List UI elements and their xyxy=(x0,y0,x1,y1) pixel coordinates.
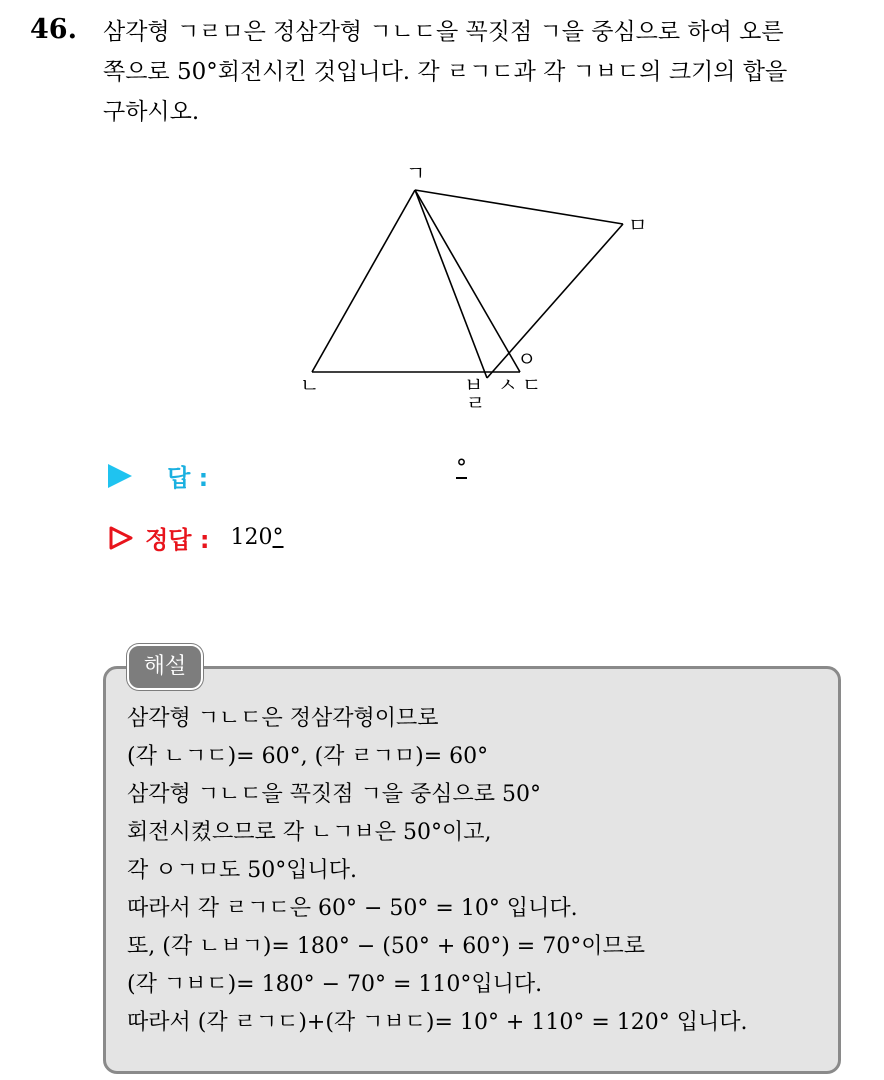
solution-text xyxy=(127,700,748,1042)
correct-label: 정답 : xyxy=(145,526,210,554)
answer-blank[interactable]: ° xyxy=(456,456,467,481)
solution-line: 회전시켰으므로 각 ㄴㄱㅂ은 50°이고, xyxy=(127,820,492,845)
edge-g-m xyxy=(415,190,623,224)
correct-value xyxy=(231,525,284,550)
question-text xyxy=(103,12,868,132)
solution-line: 삼각형 ㄱㄴㄷ은 정삼각형이므로 xyxy=(127,706,439,731)
solution-line: 삼각형 ㄱㄴㄷ을 꼭짓점 ㄱ을 중심으로 50° xyxy=(127,782,541,807)
correct-answer-row xyxy=(108,520,284,555)
answer-arrow-icon xyxy=(108,464,132,488)
solution-tag: 해설 xyxy=(127,644,203,690)
label-vertex-right: ㅁ xyxy=(628,213,648,237)
answer-row xyxy=(108,456,467,493)
question-number: 46. xyxy=(30,14,77,45)
solution-line: 따라서 (각 ㄹㄱㄷ)+(각 ㄱㅂㄷ)= 10° + 110° = 120° 입니다. xyxy=(127,1010,748,1035)
question-line: 삼각형 ㄱㄹㅁ은 정삼각형 ㄱㄴㄷ을 꼭짓점 ㄱ을 중심으로 하여 오른 xyxy=(103,19,784,45)
correct-arrow-icon xyxy=(108,525,134,551)
label-vertex-s: ㅅ xyxy=(498,373,518,397)
solution-line: (각 ㄱㅂㄷ)= 180° − 70° = 110°입니다. xyxy=(127,972,543,997)
edge-m-r xyxy=(487,224,623,378)
label-vertex-d: ㄷ xyxy=(522,373,542,397)
solution-line: 따라서 각 ㄹㄱㄷ은 60° − 50° = 10° 입니다. xyxy=(127,896,578,921)
answer-label: 답 : xyxy=(167,464,209,492)
correct-number: 120 xyxy=(230,525,273,550)
edge-g-d xyxy=(415,190,520,372)
label-vertex-r: ㄹ xyxy=(466,391,486,415)
solution-line: (각 ㄴㄱㄷ)= 60°, (각 ㄹㄱㅁ)= 60° xyxy=(127,744,489,769)
solution-line: 각 ㅇㄱㅁ도 50°입니다. xyxy=(127,858,357,883)
correct-unit: ° xyxy=(272,525,284,550)
label-vertex-top: ㄱ xyxy=(406,161,426,185)
solution-line: 또, (각 ㄴㅂㄱ)= 180° − (50° + 60°) = 70°이므로 xyxy=(127,934,645,959)
edge-g-n xyxy=(312,190,415,372)
label-vertex-circle: ㅇ xyxy=(517,347,537,371)
edge-g-r xyxy=(415,190,487,378)
label-vertex-bottom-left: ㄴ xyxy=(300,373,320,397)
question-line: 구하시오. xyxy=(103,99,200,125)
question-line: 쪽으로 50°회전시킨 것입니다. 각 ㄹㄱㄷ과 각 ㄱㅂㄷ의 크기의 합을 xyxy=(103,59,788,85)
triangle-rotation-diagram xyxy=(290,160,670,420)
label-vertex-b: ㅂ xyxy=(464,373,484,397)
